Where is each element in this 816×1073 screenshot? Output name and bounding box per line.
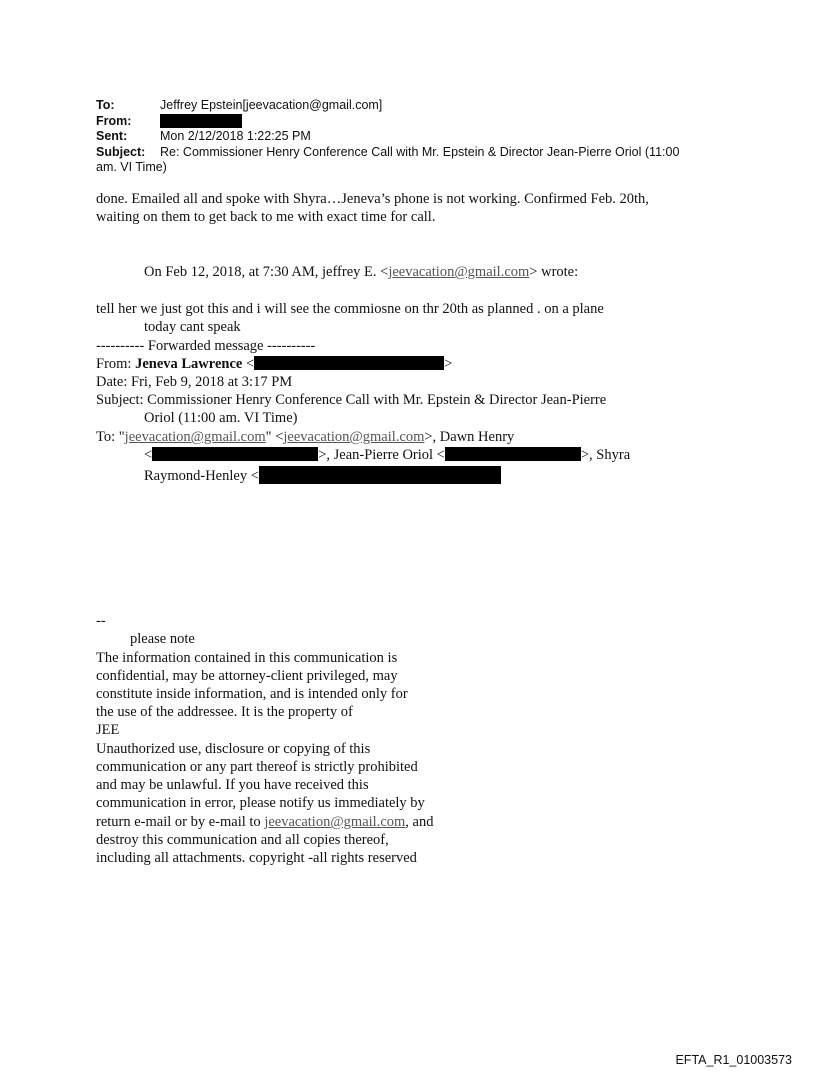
disclaimer-return-prefix: return e-mail or by e-mail to [96, 814, 265, 830]
forwarded-date: Date: Fri, Feb 9, 2018 at 3:17 PM [96, 374, 293, 390]
quoted-body-line-2: today cant speak [144, 319, 241, 335]
to-value: Jeffrey Epstein[jeevacation@gmail.com] [160, 98, 383, 112]
quoted-intro [144, 263, 578, 281]
document-id: EFTA_R1_01003573 [675, 1053, 792, 1067]
forwarded-to-prefix: To: " [96, 429, 125, 445]
subject-value-line2: am. VI Time) [96, 160, 167, 174]
forwarded-divider: ---------- Forwarded message ---------- [96, 338, 316, 354]
disclaimer-line: and may be unlawful. If you have received this [96, 777, 369, 793]
disclaimer-line: the use of the addressee. It is the property of [96, 704, 353, 720]
disclaimer-line: JEE [96, 722, 120, 738]
forwarded-from-name: Jeneva Lawrence [135, 356, 243, 372]
redaction-block [160, 114, 242, 128]
forwarded-to-after: >, Dawn Henry [424, 429, 515, 445]
forwarded-subject-line-1: Subject: Commissioner Henry Conference Call with Mr. Epstein & Director Jean-Pierre [96, 392, 607, 408]
forwarded-to-line2-mid: >, Jean-Pierre Oriol < [318, 447, 445, 463]
to-label: To: [96, 98, 115, 112]
forwarded-to-mid: " < [265, 429, 284, 445]
forwarded-from-open: < [242, 356, 255, 372]
disclaimer-line: The information contained in this communication is [96, 650, 398, 666]
quoted-intro-suffix: > wrote: [529, 264, 579, 280]
forwarded-to-line-2 [144, 446, 630, 464]
header-subject-row [96, 144, 679, 160]
disclaimer-return-suffix: , and [405, 814, 434, 830]
sent-value: Mon 2/12/2018 1:22:25 PM [160, 129, 311, 143]
sent-label: Sent: [96, 129, 128, 143]
disclaimer-line: communication or any part thereof is strictly prohibited [96, 759, 418, 775]
quoted-intro-prefix: On Feb 12, 2018, at 7:30 AM, jeffrey E. < [144, 264, 389, 280]
forwarded-to-line-3 [144, 466, 501, 485]
forwarded-from-close: > [444, 356, 453, 372]
subject-label: Subject: [96, 145, 146, 159]
reply-line-1: done. Emailed all and spoke with Shyra…Jeneva’s phone is not working. Confirmed Feb. 20th, [96, 191, 649, 207]
redaction-block [445, 447, 581, 461]
disclaimer-line: destroy this communication and all copies thereof, [96, 832, 389, 848]
header-sent-row [96, 128, 311, 144]
quoted-intro-email-link[interactable]: jeevacation@gmail.com [388, 264, 530, 280]
header-from-row [96, 113, 242, 129]
forwarded-to-email-link-1[interactable]: jeevacation@gmail.com [124, 429, 266, 445]
disclaimer-line: constitute inside information, and is intended only for [96, 686, 408, 702]
redaction-block [254, 356, 444, 370]
forwarded-from-prefix: From: [96, 356, 136, 372]
reply-line-2: waiting on them to get back to me with exact time for call. [96, 209, 436, 225]
header-subject-line2 [96, 159, 167, 175]
signature-dashes: -- [96, 613, 106, 629]
subject-value-line1: Re: Commissioner Henry Conference Call with Mr. Epstein & Director Jean-Pierre Oriol (11:00 [160, 145, 680, 159]
forwarded-from-row [96, 355, 452, 373]
forwarded-to-row [96, 428, 514, 446]
disclaimer-return-line [96, 813, 433, 831]
header-to-row [96, 97, 382, 113]
disclaimer-line: confidential, may be attorney-client privileged, may [96, 668, 398, 684]
forwarded-to-email-link-2[interactable]: jeevacation@gmail.com [283, 429, 425, 445]
disclaimer-line: including all attachments. copyright -all rights reserved [96, 850, 417, 866]
disclaimer-line: communication in error, please notify us immediately by [96, 795, 425, 811]
forwarded-to-line3: Raymond-Henley < [144, 468, 259, 484]
quoted-body-line-1: tell her we just got this and i will see the commiosne on thr 20th as planned . on a plane [96, 301, 604, 317]
redaction-block [152, 447, 318, 461]
forwarded-subject-line-2: Oriol (11:00 am. VI Time) [144, 410, 298, 426]
redaction-block [259, 466, 501, 484]
disclaimer-line: Unauthorized use, disclosure or copying of this [96, 741, 371, 757]
from-label: From: [96, 114, 132, 128]
signature-please-note: please note [130, 631, 195, 647]
forwarded-to-line2-end: >, Shyra [580, 447, 631, 463]
forwarded-to-line2-open: < [144, 447, 153, 463]
disclaimer-email-link[interactable]: jeevacation@gmail.com [264, 814, 406, 830]
